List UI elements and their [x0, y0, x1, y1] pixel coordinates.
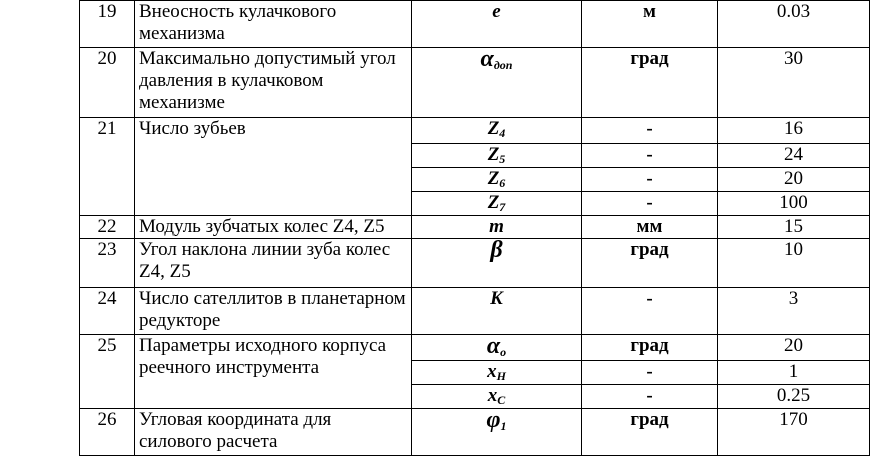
row-number: 21 [80, 118, 135, 216]
parameter-unit: - [582, 144, 718, 168]
parameter-value: 100 [718, 192, 870, 216]
table-row [80, 409, 870, 456]
parameter-name: Угол наклона линии зуба колес Z4, Z5 [135, 239, 412, 288]
parameter-symbol: $\varphi_1$ [412, 409, 582, 456]
parameter-unit: - [582, 385, 718, 409]
row-number: 20 [80, 48, 135, 118]
row-number: 19 [80, 1, 135, 48]
parameter-value: 0.03 [718, 1, 870, 48]
parameter-name: Модуль зубчатых колес Z4, Z5 [135, 216, 412, 239]
parameter-value: 16 [718, 118, 870, 144]
parameter-unit: град [582, 48, 718, 118]
table-row [80, 239, 870, 288]
parameter-unit: - [582, 288, 718, 335]
parameter-symbol: m [412, 216, 582, 239]
parameter-unit: - [582, 168, 718, 192]
parameter-unit: м [582, 1, 718, 48]
parameter-value: 20 [718, 168, 870, 192]
parameter-value: 30 [718, 48, 870, 118]
parameter-name: Число зубьев [135, 118, 412, 216]
parameter-unit: мм [582, 216, 718, 239]
parameter-value: 10 [718, 239, 870, 288]
parameter-value: 20 [718, 335, 870, 361]
table-row [80, 1, 870, 48]
parameter-unit: - [582, 118, 718, 144]
parameter-symbol: $x_C$ [412, 385, 582, 409]
table-row [80, 335, 870, 361]
parameter-name: Параметры исходного корпуса реечного инструмента [135, 335, 412, 409]
parameter-symbol: $x_H$ [412, 361, 582, 385]
parameter-name: Внеосность кулачкового механизма [135, 1, 412, 48]
table-row [80, 118, 870, 144]
parameter-value: 24 [718, 144, 870, 168]
parameter-unit: град [582, 239, 718, 288]
parameters-table [79, 0, 870, 456]
parameter-symbol: $Z_5$ [412, 144, 582, 168]
parameter-unit: град [582, 409, 718, 456]
parameter-unit: - [582, 361, 718, 385]
parameter-value: 15 [718, 216, 870, 239]
parameter-symbol: $Z_7$ [412, 192, 582, 216]
parameter-symbol: $Z_4$ [412, 118, 582, 144]
table-row [80, 288, 870, 335]
parameter-name: Число сателлитов в планетарном редукторе [135, 288, 412, 335]
parameter-name: Угловая координата для силового расчета [135, 409, 412, 456]
row-number: 26 [80, 409, 135, 456]
parameter-symbol: $\alpha_o$ [412, 335, 582, 361]
parameter-unit: град [582, 335, 718, 361]
parameter-value: 0.25 [718, 385, 870, 409]
table-row [80, 216, 870, 239]
row-number: 24 [80, 288, 135, 335]
parameter-name: Максимально допустимый угол давления в кулачковом механизме [135, 48, 412, 118]
parameter-symbol: K [412, 288, 582, 335]
parameter-symbol: $Z_6$ [412, 168, 582, 192]
parameter-unit: - [582, 192, 718, 216]
row-number: 22 [80, 216, 135, 239]
parameter-value: 1 [718, 361, 870, 385]
row-number: 25 [80, 335, 135, 409]
table-row [80, 48, 870, 118]
parameter-symbol: β [412, 239, 582, 288]
row-number: 23 [80, 239, 135, 288]
parameter-value: 170 [718, 409, 870, 456]
parameter-symbol: e [412, 1, 582, 48]
parameter-symbol: $\alpha_{доп}$ [412, 48, 582, 118]
parameter-value: 3 [718, 288, 870, 335]
